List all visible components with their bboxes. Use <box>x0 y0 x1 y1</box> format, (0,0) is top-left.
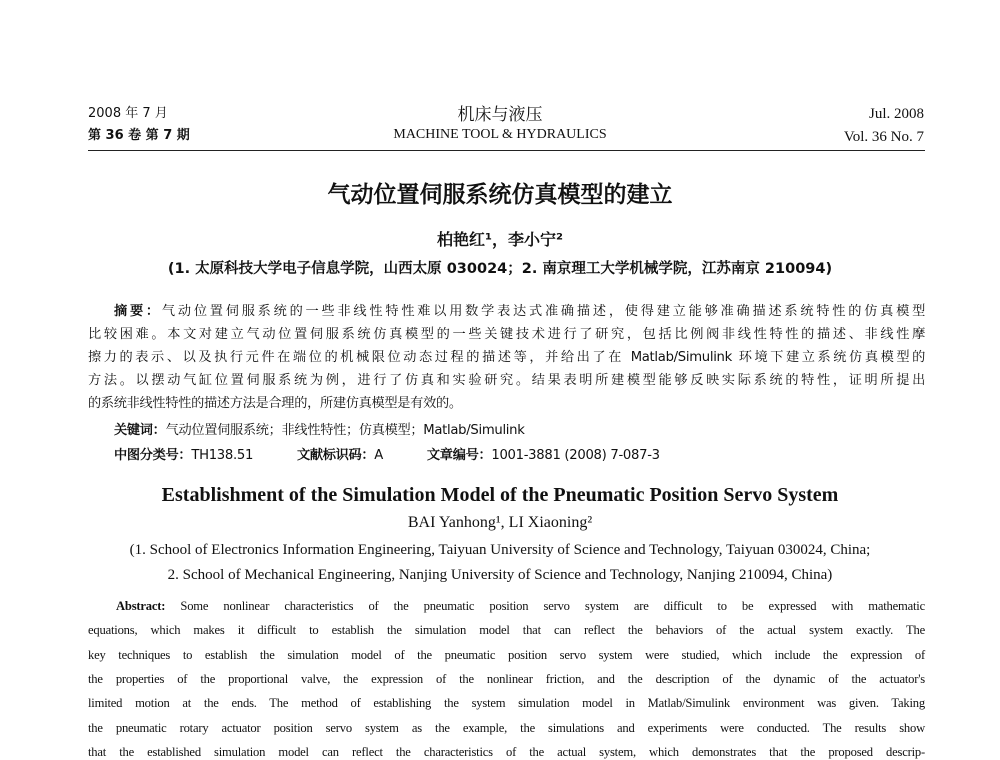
affiliation-en-1: (1. School of Electronics Information Engineering, Taiyuan University of Science and Technology, Taiyuan 030024, China; <box>129 542 871 558</box>
abstract-cn-line: 气动位置伺服系统的一些非线性特性难以用数学表达式准确描述，使得建立能够准确描述系统特性的仿真模型 <box>161 304 925 319</box>
abstract-en-line: that the established simulation model can reflect the characteristics of the actual system, which demonstrates that the proposed descrip- <box>88 745 925 759</box>
abstract-en-line: equations, which makes it difficult to establish the simulation model that can reflect the behaviors of the actual system exactly. The <box>88 623 925 637</box>
header-date: 2008 年 7 月 <box>88 106 168 121</box>
abstract-cn-line: 比较困难。本文对建立气动位置伺服系统仿真模型的一些关键技术进行了研究，包括比例阀非线性特性的描述、非线性摩 <box>88 327 925 342</box>
abstract-en-line: limited motion at the ends. The method of establishing the system simulation model in Matlab/Simulink environment was given. Taking <box>88 696 925 710</box>
abstract-cn-line: 的系统非线性特性的描述方法是合理的，所建仿真模型是有效的。 <box>88 396 462 411</box>
title-en: Establishment of the Simulation Model of the Pneumatic Position Servo System <box>161 484 839 506</box>
abstract-cn-line: 方法。以摆动气缸位置伺服系统为例，进行了仿真和实验研究。结果表明所建模型能够反映实际系统的特性，证明所提出 <box>88 373 925 388</box>
clc-label: 中图分类号： <box>114 448 192 463</box>
journal-title-en: MACHINE TOOL & HYDRAULICS <box>393 127 607 142</box>
affiliation-cn: (1. 太原科技大学电子信息学院，山西太原 030024；2. 南京理工大学机械学院，江苏南京 210094) <box>167 261 833 277</box>
header-issue: 第 36 卷 第 7 期 <box>88 128 190 143</box>
article-no-label: 文章编号： <box>426 448 492 463</box>
abstract-en-line: the properties of the proportional valve, the expression of the nonlinear friction, and the description of the dynamic of the actuator's <box>88 672 925 686</box>
keywords-label: 关键词： <box>114 423 166 438</box>
abstract-en-label: Abstract: <box>116 599 166 613</box>
doc-code-label: 文献标识码： <box>296 448 375 463</box>
keywords-text: 气动位置伺服系统；非线性特性；仿真模型；Matlab/Simulink <box>165 423 525 438</box>
header-rule <box>88 150 925 151</box>
doc-code-value: A <box>374 448 384 463</box>
journal-title-cn: 机床与液压 <box>457 105 543 125</box>
abstract-en-line: Some nonlinear characteristics of the pneumatic position servo system are difficult to be expressed with mathematic <box>180 599 925 613</box>
article-no-value: 1001-3881 (2008) 7-087-3 <box>491 448 660 463</box>
authors-cn: 柏艳红¹，李小宁² <box>436 230 564 249</box>
keywords-cn <box>88 419 951 442</box>
clc-value: TH138.51 <box>191 448 254 463</box>
abstract-cn-line: 擦力的表示、以及执行元件在端位的机械限位动态过程的描述等，并给出了在 Matlab/Simulink 环境下建立系统仿真模型的 <box>88 350 925 365</box>
abstract-en-line: the pneumatic rotary actuator position servo system as the example, the simulations and experiments were conducted. The results show <box>88 721 925 735</box>
header-date-en: Jul. 2008 <box>868 106 924 122</box>
abstract-en-line: key techniques to establish the simulation model of the pneumatic position servo system were studied, which include the expression of <box>88 648 925 662</box>
affiliation-en-2: 2. School of Mechanical Engineering, Nanjing University of Science and Technology, Nanjing 210094, China) <box>167 567 833 583</box>
authors-en: BAI Yanhong¹, LI Xiaoning² <box>407 514 593 531</box>
abstract-cn-label: 摘要： <box>114 304 162 319</box>
classification-line <box>88 444 951 467</box>
header-volume: Vol. 36 No. 7 <box>843 129 924 145</box>
title-cn: 气动位置伺服系统仿真模型的建立 <box>327 182 673 208</box>
